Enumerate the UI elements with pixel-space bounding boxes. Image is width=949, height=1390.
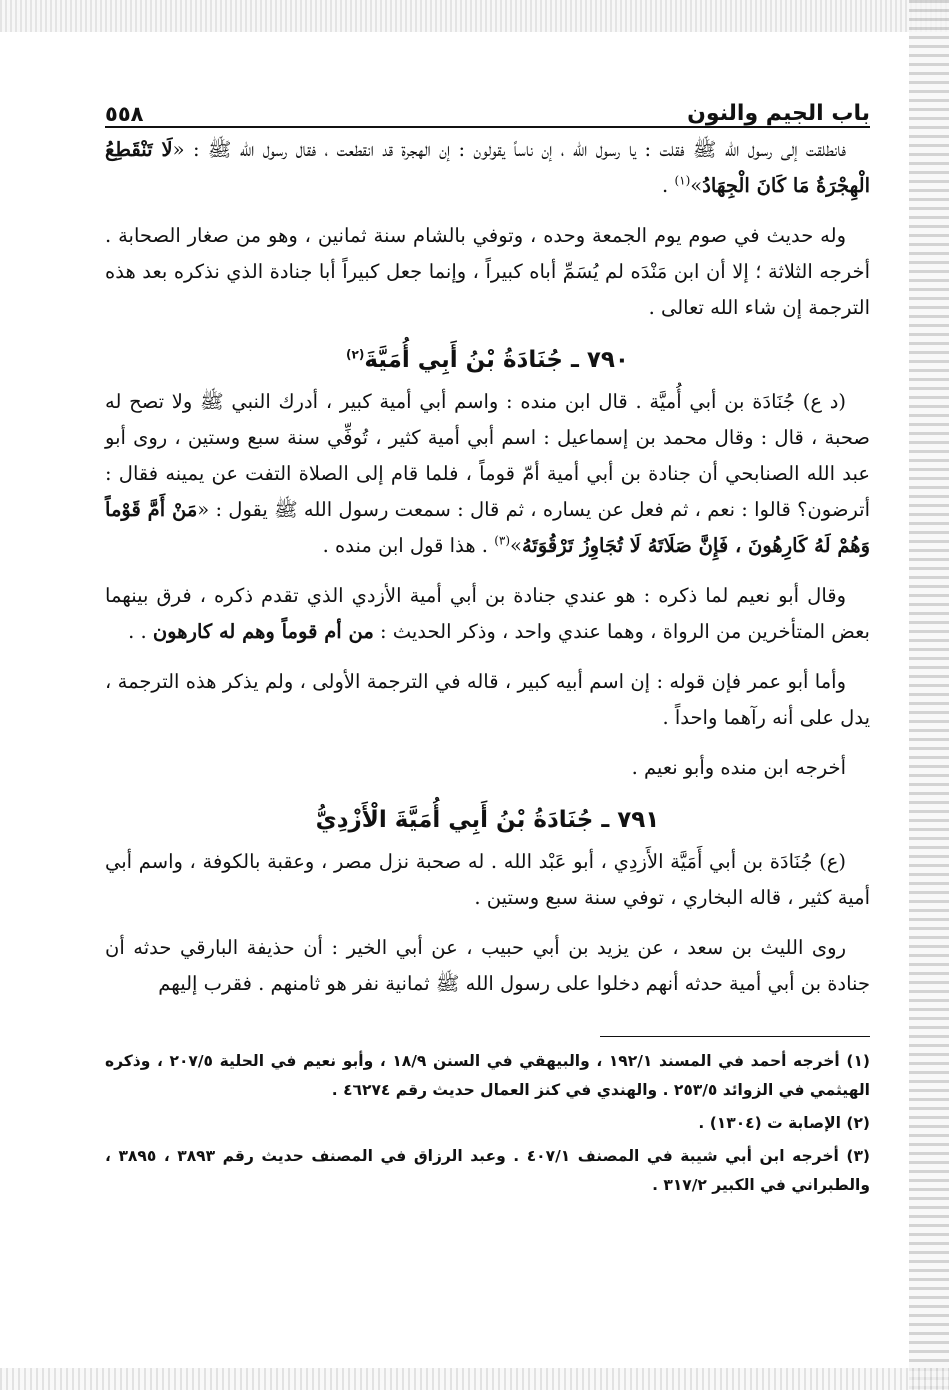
paragraph-abu-nuaym: وقال أبو نعيم لما ذكره : هو عندي جنادة بن أبي أمية الأزدي الذي تقدم ذكره ، فرق بينهما بعض المتأخرين من الرواة ، وهما عندي واحد ، وذكر الحديث : من أم قوماً وهم له كارهون . . [105, 584, 870, 643]
running-header [105, 88, 870, 128]
page-number: ٥٥٨ [105, 102, 144, 126]
footnote-ref-1: (١) [674, 173, 691, 188]
scan-edge-top [0, 0, 949, 32]
paragraph-biography: وله حديث في صوم يوم الجمعة وحده ، وتوفي بالشام سنة ثمانين ، وهو من صغار الصحابة . أخرجه الثلاثة ؛ إلا أن ابن مَنْدَه لم يُسَمِّ أباه كبيراً ، وإنما جعل كبيراً أبا جنادة الذي نذكره بعد هذه الترجمة إن شاء الله تعالى . [105, 224, 870, 319]
footnotes [105, 1047, 870, 1200]
paragraph-entry-790-main: (د ع) جُنَادَة بن أبي أُميَّة . قال ابن منده : واسم أبي أمية كبير ، أدرك النبي ﷺ ولا تصح له صحبة ، قال : وقال محمد بن إسماعيل : اسم أبي أمية كثير ، تُوفِّي سنة سبع وستين ، روى أبو عبد الله الصنابحي أن جنادة بن أبي أمية أمّ قوماً ، فلما قام إلى الصلاة التفت عن يمينه فقال : أترضون؟ قالوا : نعم ، ثم فعل عن يساره ، ثم قال : سمعت رسول الله ﷺ يقول : «مَنْ أَمَّ قَوْماً وَهُمْ لَهُ كَارِهُونَ ، فَإِنَّ صَلَاتَهُ لَا تُجَاوِزُ تَرْقُوَتَهُ»$^{(٣)}$ . هذا قول ابن منده . [105, 390, 870, 557]
hadith-quote: من أم قوماً وهم له كارهون [152, 620, 374, 643]
paragraph-entry-791-main: (ع) جُنَادَة بن أبي أَمَيَّة الأَزدِي ، أبو عَبْد الله . له صحبة نزل مصر ، وعقبة بالكوفة ، واسم أبي أمية كثير ، قاله البخاري ، توفي سنة سبع وستين . [105, 850, 870, 909]
scan-edge-bottom [0, 1368, 949, 1390]
paragraph-abu-umar: وأما أبو عمر فإن قوله : إن اسم أبيه كبير ، قاله في الترجمة الأولى ، ولم يذكر هذه الترجمة ، يدل على أنه رآهما واحداً . [105, 670, 870, 729]
paragraph-takhrij: أخرجه ابن منده وأبو نعيم . [631, 756, 846, 779]
footnote-2: (٢) الإصابة ت (١٣٠٤) . [698, 1114, 870, 1132]
footnote-1: (١) أخرجه أحمد في المسند ١٩٢/١ ، والبيهقي في السنن ١٨/٩ ، وأبو نعيم في الحلية ٢٠٧/٥ ، وذكره الهيثمي في الزوائد ٢٥٣/٥ . والهندي في كنز العمال حديث رقم ٤٦٢٧٤ . [105, 1052, 871, 1099]
paragraph-entry-791-riwaya: روى الليث بن سعد ، عن يزيد بن أبي حبيب ، عن أبي الخير : أن حذيفة البارقي حدثه أن جنادة بن أبي أمية حدثه أنهم دخلوا على رسول الله ﷺ ثمانية نفر هو ثامنهم . فقرب إليهم [105, 936, 870, 995]
hadith-quote: مَنْ أَمَّ قَوْماً وَهُمْ لَهُ كَارِهُونَ ، فَإِنَّ صَلَاتَهُ لَا تُجَاوِزُ تَرْقُوَتَهُ [105, 498, 870, 557]
entry-heading-791: ٧٩١ ـ جُنَادَةُ بْنُ أَبِي أُمَيَّةَ الْأَزْدِيُّ [315, 807, 660, 833]
paragraph-hadith-hijra: فانطلقت إلى رسول الله ﷺ فقلت : يا رسول الله ، إن ناساً يقولون : إن الهجرة قد انقطعت ، فقال رسول الله ﷺ : «لَا تَنْقَطِعُ الْهِجْرَةُ مَا كَانَ الْجِهَادُ»$^{(١)}$ . [105, 138, 870, 197]
main-text [105, 132, 870, 1002]
book-page [105, 88, 870, 1200]
entry-heading-790: ٧٩٠ ـ جُنَادَةُ بْنُ أَبِي أُمَيَّةَ$^{(٢)}$ [346, 347, 629, 373]
footnote-ref-3: (٣) [494, 533, 511, 548]
header-title: باب الجيم والنون [687, 101, 870, 126]
footnote-separator [600, 1036, 870, 1037]
footnote-3: (٣) أخرجه ابن أبي شيبة في المصنف ٤٠٧/١ . وعبد الرزاق في المصنف حديث رقم ٣٨٩٣ ، ٣٨٩٥ ، والطبراني في الكبير ٣١٧/٢ . [105, 1147, 870, 1194]
hadith-quote: لَا تَنْقَطِعُ الْهِجْرَةُ مَا كَانَ الْجِهَادُ [105, 138, 870, 197]
footnote-ref-2: (٢) [346, 347, 365, 362]
scan-edge-right [909, 0, 949, 1390]
